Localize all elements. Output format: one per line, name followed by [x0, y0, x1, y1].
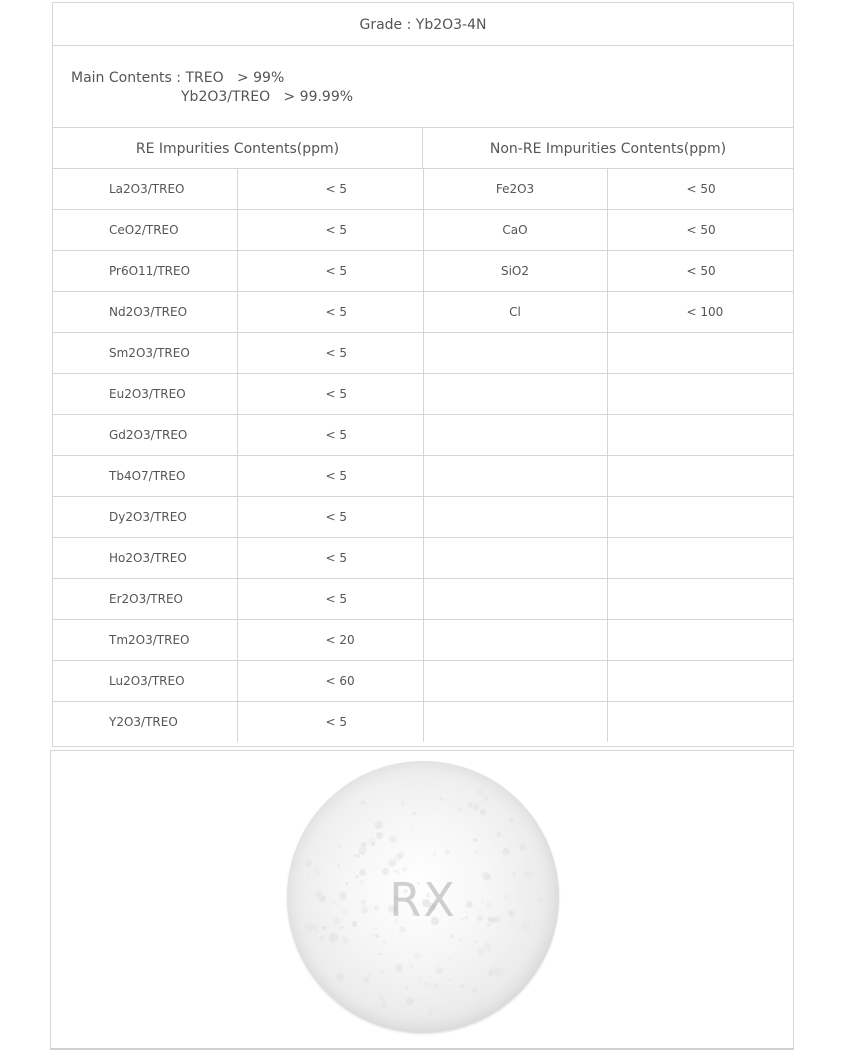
- re-impurity-value: < 5: [237, 374, 423, 415]
- powder-texture: [487, 947, 492, 952]
- re-impurity-name: Dy2O3/TREO: [53, 497, 237, 538]
- non-re-impurity-name: [423, 538, 607, 579]
- powder-texture: [389, 1011, 391, 1013]
- powder-texture: [361, 801, 365, 805]
- table-row: [53, 292, 793, 333]
- table-row: [53, 333, 793, 374]
- product-powder-image: [287, 761, 559, 1033]
- non-re-impurity-value: [607, 579, 793, 620]
- powder-texture: [398, 852, 404, 858]
- powder-texture: [368, 974, 371, 977]
- grade-title: Grade : Yb2O3-4N: [53, 3, 793, 46]
- non-re-impurities-header: Non-RE Impurities Contents(ppm): [423, 128, 793, 169]
- re-impurity-name: Nd2O3/TREO: [53, 292, 237, 333]
- non-re-impurity-name: SiO2: [423, 251, 607, 292]
- impurity-headers: [53, 128, 793, 169]
- powder-texture: [412, 812, 416, 816]
- re-impurity-name: Tm2O3/TREO: [53, 620, 237, 661]
- non-re-impurity-name: [423, 620, 607, 661]
- re-impurity-value: < 5: [237, 497, 423, 538]
- re-impurity-value: < 5: [237, 251, 423, 292]
- re-impurity-name: Sm2O3/TREO: [53, 333, 237, 374]
- non-re-impurity-name: [423, 374, 607, 415]
- powder-texture: [484, 796, 489, 801]
- table-row: [53, 251, 793, 292]
- table-row: [53, 661, 793, 702]
- re-impurity-name: Tb4O7/TREO: [53, 456, 237, 497]
- powder-texture: [406, 997, 414, 1005]
- product-photo-frame: [50, 750, 794, 1050]
- table-row: [53, 702, 793, 743]
- powder-texture: [374, 821, 382, 829]
- powder-texture: [381, 1001, 387, 1007]
- re-impurity-value: < 5: [237, 292, 423, 333]
- powder-texture: [458, 937, 463, 942]
- specification-table: [52, 2, 794, 747]
- powder-texture: [428, 1012, 432, 1016]
- main-contents-yb2o3: Yb2O3/TREO > 99.99%: [181, 89, 354, 105]
- non-re-impurity-name: Cl: [423, 292, 607, 333]
- powder-texture: [356, 854, 360, 858]
- non-re-impurity-value: [607, 333, 793, 374]
- powder-texture: [376, 832, 383, 839]
- powder-texture: [472, 988, 478, 994]
- powder-texture: [379, 995, 384, 1000]
- powder-texture: [414, 952, 421, 959]
- powder-texture: [371, 934, 373, 936]
- non-re-impurity-value: [607, 415, 793, 456]
- non-re-impurity-value: < 50: [607, 169, 793, 210]
- powder-texture: [342, 937, 349, 944]
- non-re-impurity-name: [423, 415, 607, 456]
- non-re-impurity-value: < 100: [607, 292, 793, 333]
- powder-texture: [475, 850, 479, 854]
- non-re-impurity-name: CaO: [423, 210, 607, 251]
- re-impurity-name: Eu2O3/TREO: [53, 374, 237, 415]
- powder-texture: [410, 1013, 412, 1015]
- table-row: [53, 497, 793, 538]
- table-row: [53, 579, 793, 620]
- powder-texture: [436, 967, 443, 974]
- table-row: [53, 374, 793, 415]
- powder-texture: [450, 934, 454, 938]
- powder-texture: [521, 948, 524, 951]
- re-impurity-value: < 5: [237, 456, 423, 497]
- re-impurity-value: < 5: [237, 415, 423, 456]
- main-contents-treo: Main Contents : TREO > 99%: [71, 70, 285, 86]
- re-impurity-name: Gd2O3/TREO: [53, 415, 237, 456]
- non-re-impurity-name: [423, 579, 607, 620]
- non-re-impurity-value: [607, 497, 793, 538]
- powder-texture: [478, 999, 483, 1004]
- re-impurity-name: Y2O3/TREO: [53, 702, 237, 743]
- re-impurity-value: < 5: [237, 702, 423, 743]
- powder-texture: [371, 842, 375, 846]
- re-impurity-value: < 5: [237, 579, 423, 620]
- re-impurity-name: Lu2O3/TREO: [53, 661, 237, 702]
- non-re-impurity-name: [423, 497, 607, 538]
- re-impurity-value: < 20: [237, 620, 423, 661]
- powder-texture: [473, 838, 478, 843]
- powder-texture: [493, 840, 496, 843]
- non-re-impurity-name: [423, 456, 607, 497]
- powder-texture: [497, 832, 502, 837]
- table-row: [53, 415, 793, 456]
- re-impurity-value: < 5: [237, 538, 423, 579]
- non-re-impurity-name: [423, 702, 607, 743]
- re-impurity-value: < 5: [237, 333, 423, 374]
- table-row: [53, 620, 793, 661]
- table-row: [53, 456, 793, 497]
- non-re-impurity-value: [607, 456, 793, 497]
- non-re-impurity-value: [607, 620, 793, 661]
- powder-texture: [433, 852, 436, 855]
- powder-texture: [319, 936, 324, 941]
- re-impurity-name: Pr6O11/TREO: [53, 251, 237, 292]
- powder-texture: [375, 934, 379, 938]
- powder-texture: [448, 978, 452, 982]
- powder-texture: [519, 844, 526, 851]
- re-impurity-value: < 60: [237, 661, 423, 702]
- powder-texture: [336, 973, 343, 980]
- powder-texture: [411, 829, 413, 831]
- re-impurity-value: < 5: [237, 169, 423, 210]
- re-impurity-value: < 5: [237, 210, 423, 251]
- powder-texture: [460, 984, 464, 988]
- powder-texture: [424, 981, 430, 987]
- powder-texture: [445, 850, 449, 854]
- non-re-impurity-name: [423, 333, 607, 374]
- powder-texture: [448, 957, 450, 959]
- powder-texture: [402, 867, 407, 872]
- powder-texture: [473, 804, 480, 811]
- powder-texture: [480, 809, 486, 815]
- non-re-impurity-value: [607, 374, 793, 415]
- re-impurity-name: CeO2/TREO: [53, 210, 237, 251]
- non-re-impurity-value: < 50: [607, 210, 793, 251]
- powder-texture: [329, 933, 338, 942]
- powder-texture: [339, 927, 341, 929]
- non-re-impurity-name: Fe2O3: [423, 169, 607, 210]
- powder-texture: [374, 927, 379, 932]
- powder-texture: [399, 926, 406, 933]
- impurities-table: [53, 169, 793, 742]
- powder-texture: [447, 823, 450, 826]
- powder-texture: [337, 864, 340, 867]
- powder-texture: [383, 941, 387, 945]
- table-row: [53, 210, 793, 251]
- re-impurity-name: Er2O3/TREO: [53, 579, 237, 620]
- powder-texture: [509, 818, 514, 823]
- powder-texture: [305, 860, 311, 866]
- powder-texture: [389, 835, 397, 843]
- watermark-logo: RX: [389, 873, 457, 927]
- table-row: [53, 169, 793, 210]
- powder-texture: [476, 789, 483, 796]
- powder-texture: [494, 968, 502, 976]
- powder-texture: [401, 801, 405, 805]
- non-re-impurity-value: [607, 538, 793, 579]
- powder-texture: [363, 977, 369, 983]
- table-row: [53, 538, 793, 579]
- powder-texture: [395, 964, 403, 972]
- powder-texture: [502, 848, 510, 856]
- main-contents: [53, 46, 793, 128]
- powder-texture: [477, 948, 486, 957]
- powder-texture: [337, 844, 342, 849]
- powder-texture: [379, 953, 382, 956]
- powder-texture: [359, 847, 366, 854]
- powder-texture: [406, 986, 409, 989]
- re-impurities-header: RE Impurities Contents(ppm): [53, 128, 423, 169]
- powder-texture: [381, 971, 384, 974]
- powder-texture: [428, 1007, 433, 1012]
- non-re-impurity-value: [607, 702, 793, 743]
- powder-texture: [440, 797, 443, 800]
- powder-texture: [474, 940, 477, 943]
- re-impurity-name: Ho2O3/TREO: [53, 538, 237, 579]
- re-impurity-name: La2O3/TREO: [53, 169, 237, 210]
- non-re-impurity-name: [423, 661, 607, 702]
- powder-texture: [420, 978, 423, 981]
- powder-texture: [409, 965, 413, 969]
- powder-texture: [457, 808, 463, 814]
- powder-texture: [433, 983, 439, 989]
- non-re-impurity-value: [607, 661, 793, 702]
- non-re-impurity-value: < 50: [607, 251, 793, 292]
